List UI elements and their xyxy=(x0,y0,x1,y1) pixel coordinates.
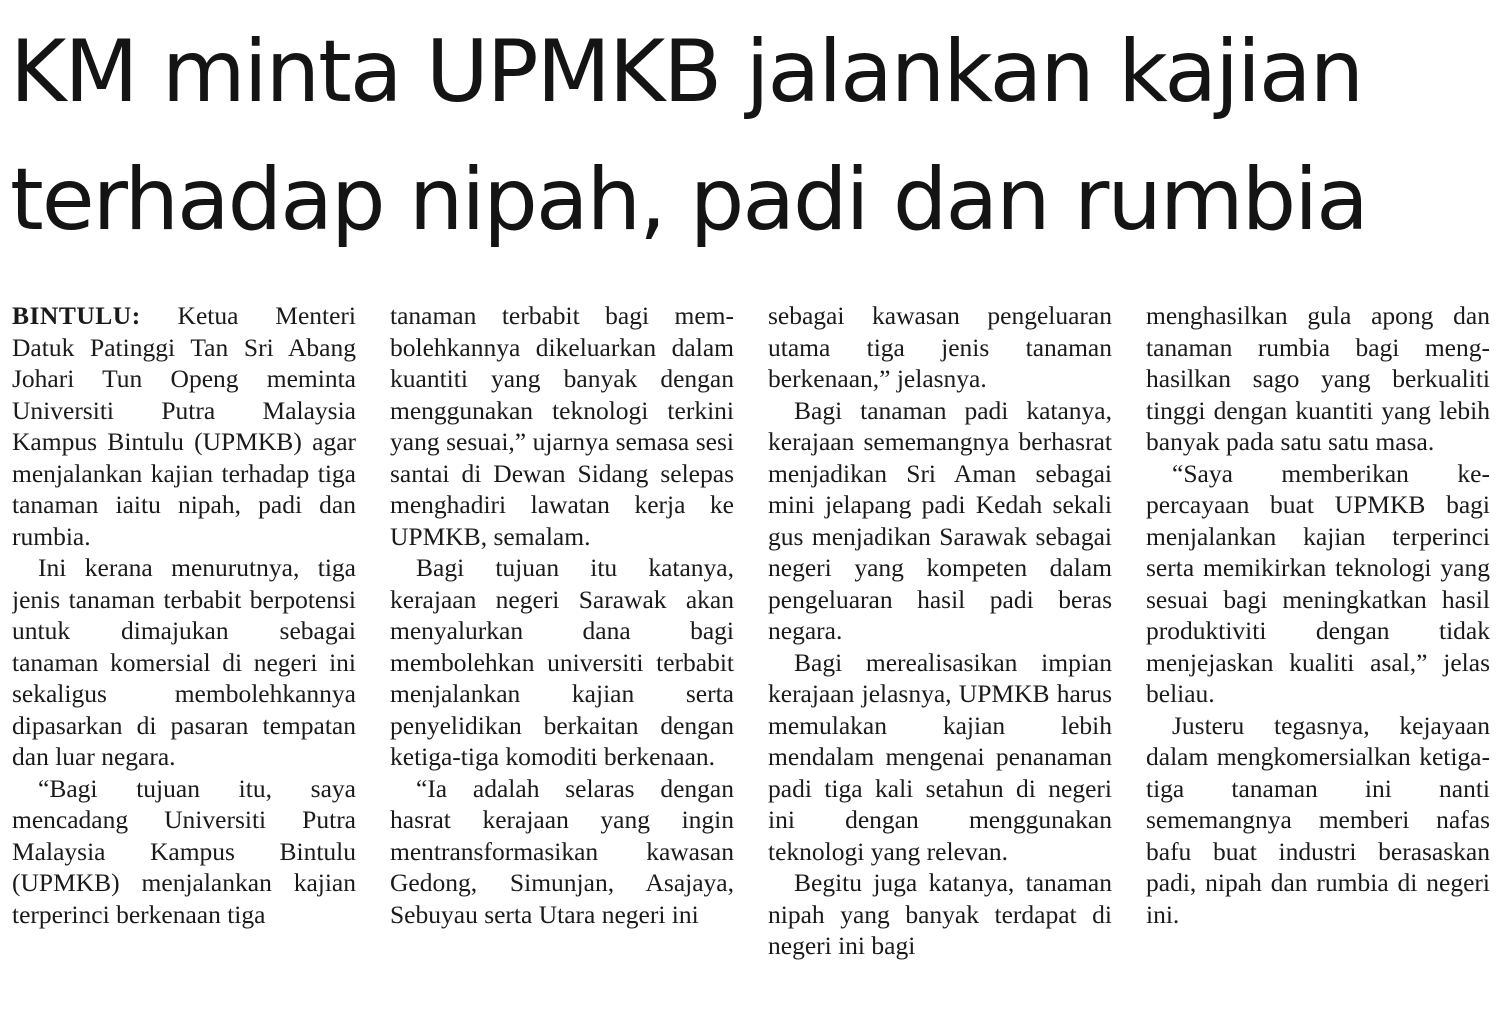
paragraph: “Ia adalah selaras dengan hasrat kerajaan yang ingin mentransformasikan kawasan Gedong, Simunjan, Asajaya, Sebuyau serta Utara negeri ini xyxy=(390,773,734,929)
paragraph: Bagi tujuan itu katanya, kerajaan negeri Sarawak akan menyalurkan dana bagi membolehkan universiti terbabit menjalankan kajian serta penyelidikan berkaitan dengan ketiga-tiga komoditi berkenaan. xyxy=(390,553,734,771)
body-column-2 xyxy=(390,300,734,1005)
body-column-1 xyxy=(12,300,356,1005)
paragraph: menghasilkan gula apong dan tanaman rumbia bagi menghasilkan sago yang berkualiti tinggi dengan kuantiti yang lebih banyak pada satu satu masa. xyxy=(1146,301,1490,456)
paragraph: Bagi merealisasikan impian kerajaan jelasnya, UPMKB harus memulakan kajian lebih mendalam mengenai penanaman padi tiga kali setahun di negeri ini dengan menggunakan teknologi yang relevan. xyxy=(768,647,1112,866)
headline-line-2: terhadap nipah, padi dan rumbia xyxy=(10,150,1367,250)
paragraph xyxy=(12,300,356,552)
article-body xyxy=(12,300,1490,1005)
paragraph: “Saya memberikan kepercayaan buat UPMKB bagi menjalankan kajian terperinci serta memikirkan teknologi yang sesuai bagi meningkatkan hasil produktiviti dengan tidak menjejaskan kualiti asal,” jelas beliau. xyxy=(1146,458,1490,708)
paragraph: Ini kerana menurutnya, tiga jenis tanaman terbabit berpotensi untuk dimajukan sebagai tanaman komersial di negeri ini sekaligus membolehkannya dipasarkan di pasaran tempatan dan luar negara. xyxy=(12,553,356,771)
paragraph: sebagai kawasan pengeluaran utama tiga jenis tanaman berkenaan,” jelasnya. xyxy=(768,301,1112,393)
paragraph: tanaman terbabit bagi membolehkannya dikeluarkan dalam kuantiti yang banyak dengan menggunakan teknologi terkini yang sesuai,” ujarnya semasa sesi santai di Dewan Sidang selepas menghadiri lawatan kerja ke UPMKB, semalam. xyxy=(390,301,734,551)
paragraph: Justeru tegasnya, kejayaan dalam mengkomersialkan ketiga-tiga tanaman ini nanti sememangnya memberi nafas bafu buat industri berasaskan padi, nipah dan rumbia di negeri ini. xyxy=(1146,710,1490,929)
paragraph: Bagi tanaman padi katanya, kerajaan sememangnya berhasrat menjadikan Sri Aman sebagai mini jelapang padi Kedah sekali gus menjadikan Sarawak sebagai negeri yang kompeten dalam pengeluaran hasil padi beras negara. xyxy=(768,395,1112,645)
paragraph-text: Ketua Menteri Datuk Patinggi Tan Sri Abang Johari Tun Openg meminta Universiti Putra Malaysia Kampus Bintulu (UPMKB) agar menjalankan kajian terhadap tiga tanaman iaitu nipah, padi dan rumbia. xyxy=(12,301,356,551)
paragraph: Begitu juga katanya, tanaman nipah yang banyak terdapat di negeri ini bagi xyxy=(768,868,1112,960)
headline-line-1: KM minta UPMKB jalankan kajian xyxy=(10,22,1363,122)
dateline: BINTULU: xyxy=(12,301,141,330)
article-headline xyxy=(10,8,1495,264)
paragraph: “Bagi tujuan itu, saya mencadang Universiti Putra Malaysia Kampus Bintulu (UPMKB) menjalankan kajian terperinci berkenaan tiga xyxy=(12,773,356,929)
body-column-3 xyxy=(768,300,1112,1005)
body-column-4 xyxy=(1146,300,1490,1005)
